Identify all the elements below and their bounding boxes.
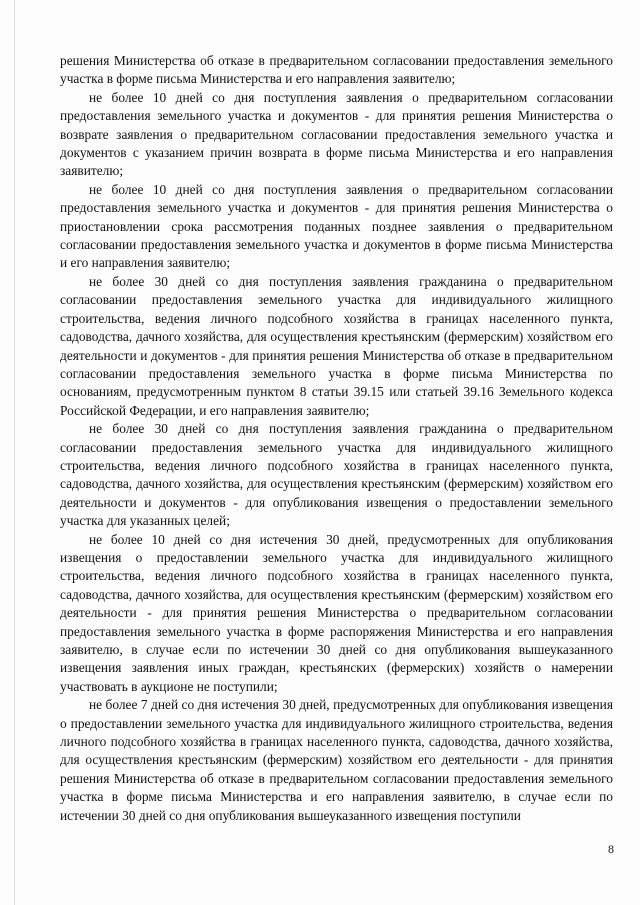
paragraph: не более 10 дней со дня поступления заявления о предварительном согласовании предоставления земельного участка и документов - для принятия решения Министерства о приостановлении срока рассмотрения поданных позднее заявления о предварительном согласовании предоставления земельного участка и документов в форме письма Министерства и его направления заявителю; <box>60 181 613 271</box>
paragraph: не более 30 дней со дня поступления заявления гражданина о предварительном согласовании предоставления земельного участка для индивидуального жилищного строительства, ведения личного подсобного хозяйства в границах населенного пункта, садоводства, дачного хозяйства, для осуществления крестьянским (фермерским) хозяйством его деятельности и документов - для принятия решения Министерства об отказе в предварительном согласовании предоставления земельного участка в форме письма Министерства по основаниям, предусмотренным пунктом 8 статьи 39.15 или статьей 39.16 Земельного кодекса Российской Федерации, и его направления заявителю; <box>60 273 613 418</box>
paragraph: не более 30 дней со дня поступления заявления гражданина о предварительном согласовании предоставления земельного участка для индивидуального жилищного строительства, ведения личного подсобного хозяйства в границах населенного пункта, садоводства, дачного хозяйства, для осуществления крестьянским (фермерским) хозяйством его деятельности и документов - для опубликования извещения о предоставлении земельного участка для указанных целей; <box>60 421 613 529</box>
paragraph: не более 10 дней со дня поступления заявления о предварительном согласовании предоставления земельного участка и документов - для принятия решения Министерства о возврате заявления о предварительном согласовании предоставления земельного участка и документов с указанием причин возврата в форме письма Министерства и его направления заявителю; <box>60 89 613 179</box>
paragraph: не более 7 дней со дня истечения 30 дней, предусмотренных для опубликования извещения о предоставлении земельного участка для индивидуального жилищного строительства, ведения личного подсобного хозяйства в границах населенного пункта, садоводства, дачного хозяйства, для осуществления крестьянским (фермерским) хозяйством его деятельности - для принятия решения Министерства об отказе в предварительном согласовании предоставления земельного участка в форме письма Министерства и его направления заявителю, в случае если по истечении 30 дней со дня опубликования вышеуказанного извещения поступили <box>60 697 613 823</box>
paragraph: не более 10 дней со дня истечения 30 дней, предусмотренных для опубликования извещения о предоставлении земельного участка для индивидуального жилищного строительства, ведения личного подсобного хозяйства в границах населенного пункта, садоводства, дачного хозяйства, для осуществления крестьянским (фермерским) хозяйством его деятельности - для принятия решения Министерства о предварительном согласовании предоставления земельного участка в форме распоряжения Министерства и его направления заявителю, в случае если по истечении 30 дней со дня опубликования вышеуказанного извещения заявления иных граждан, крестьянских (фермерских) хозяйств о намерении участвовать в аукционе не поступили; <box>60 531 613 694</box>
scan-edge-line <box>14 0 15 905</box>
page-number: 8 <box>608 842 614 856</box>
paragraph-continuation: решения Министерства об отказе в предварительном согласовании предоставления земельного участка в форме письма Министерства и его направления заявителю; <box>60 53 613 87</box>
document-body <box>60 52 613 825</box>
